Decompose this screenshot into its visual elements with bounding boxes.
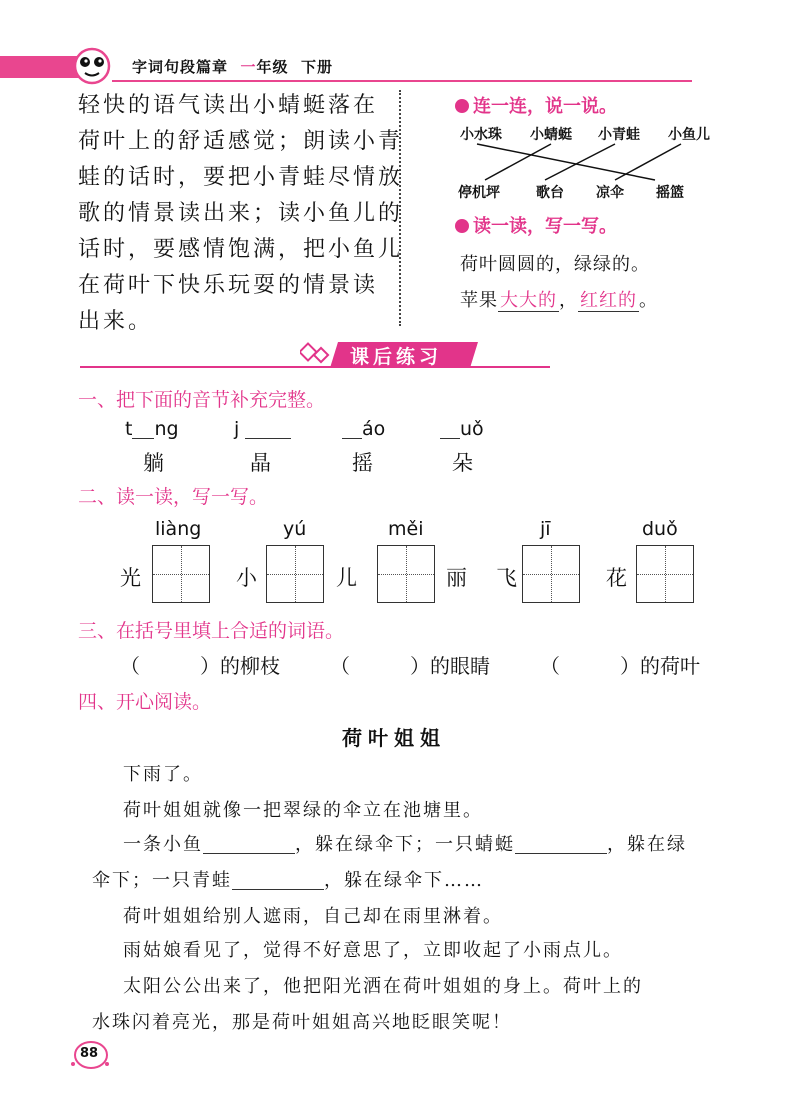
- story-paragraph: 雨姑娘看见了，觉得不好意思了，立即收起了小雨点儿。: [123, 940, 623, 961]
- writing-box[interactable]: [522, 545, 580, 603]
- story-paragraph: 下雨了。: [123, 764, 203, 785]
- writing-box[interactable]: [377, 545, 435, 603]
- q2-char: 丽: [446, 566, 467, 590]
- fill-blank[interactable]: [440, 438, 460, 439]
- q2-char: 飞: [496, 566, 517, 590]
- match-heading: 连一连，说一说。: [455, 92, 617, 118]
- match-top-word: 小蜻蜓: [530, 127, 572, 143]
- q2-char: 小: [236, 566, 257, 590]
- question-1-title: 一、把下面的音节补充完整。: [78, 389, 326, 411]
- page-number: 88: [80, 1046, 99, 1061]
- question-2-title: 二、读一读，写一写。: [78, 486, 269, 508]
- fill-blank[interactable]: [203, 853, 295, 854]
- writing-box[interactable]: [636, 545, 694, 603]
- story-paragraph: 荷叶姐姐给别人遮雨，自己却在雨里淋着。: [123, 906, 503, 927]
- fill-blank[interactable]: [132, 438, 154, 439]
- q1-hanzi: 晶: [250, 451, 271, 475]
- left-text-line: 在荷叶下快乐玩耍的情景读: [78, 273, 379, 298]
- match-top-word: 小青蛙: [598, 127, 640, 143]
- example-sentence: 荷叶圆圆的，绿绿的。: [460, 254, 650, 275]
- q2-pinyin: yú: [283, 518, 307, 540]
- q2-pinyin: jī: [540, 518, 551, 540]
- fill-blank[interactable]: [342, 438, 362, 439]
- match-bottom-word: 歌台: [536, 185, 564, 201]
- q2-char: 光: [120, 566, 141, 590]
- question-4-title: 四、开心阅读。: [78, 691, 212, 713]
- story-paragraph: 太阳公公出来了，他把阳光洒在荷叶姐姐的身上。荷叶上的: [123, 976, 643, 997]
- q2-char: 花: [606, 566, 627, 590]
- q1-syllable-1: t ng: [125, 418, 179, 440]
- mascot-icon: [70, 46, 114, 86]
- read-write-heading: 读一读，写一写。: [455, 212, 617, 238]
- writing-box[interactable]: [152, 545, 210, 603]
- banner-label: 课后练习: [350, 346, 443, 368]
- q2-pinyin: měi: [388, 518, 424, 540]
- match-top-word: 小水珠: [460, 127, 502, 143]
- question-3-title: 三、在括号里填上合适的词语。: [78, 620, 345, 642]
- match-line: [477, 144, 655, 180]
- left-text-line: 蛙的话时，要把小青蛙尽情放: [78, 165, 404, 190]
- writing-box[interactable]: [266, 545, 324, 603]
- fill-blank[interactable]: [232, 889, 324, 890]
- q2-char: 儿: [336, 566, 357, 590]
- left-text-line: 轻快的语气读出小蜻蜓落在: [78, 93, 379, 118]
- left-text-line: 荷叶上的舒适感觉；朗读小青: [78, 129, 404, 154]
- left-text-line: 歌的情景读出来；读小鱼儿的: [78, 201, 404, 226]
- column-divider: [399, 90, 401, 326]
- q1-syllable-2: j: [234, 418, 291, 440]
- q3-item[interactable]: （ ）的眼睛: [330, 654, 490, 678]
- q3-item[interactable]: （ ）的荷叶: [540, 654, 700, 678]
- q2-pinyin: duǒ: [642, 518, 678, 540]
- left-text-line: 出来。: [78, 309, 154, 334]
- q3-item[interactable]: （ ）的柳枝: [120, 654, 280, 678]
- match-lines: [455, 140, 715, 184]
- q2-pinyin: liàng: [155, 518, 202, 540]
- match-line: [485, 144, 551, 180]
- q1-syllable-4: uǒ: [440, 418, 484, 440]
- story-paragraph: 伞下；一只青蛙 ，躲在绿伞下……: [92, 870, 484, 891]
- match-bottom-word: 摇篮: [656, 185, 684, 201]
- left-text-line: 话时，要感情饱满，把小鱼儿: [78, 237, 404, 262]
- story-paragraph: 水珠闪着亮光，那是荷叶姐姐高兴地眨眼笑呢！: [92, 1012, 512, 1033]
- bullet-icon: [455, 99, 469, 113]
- match-line: [545, 144, 615, 180]
- story-title: 荷叶姐姐: [342, 726, 446, 750]
- header-rule: [112, 80, 692, 82]
- header-title: 字词句段篇章 一年级 下册: [132, 58, 333, 76]
- bullet-icon: [455, 219, 469, 233]
- match-bottom-word: 停机坪: [458, 185, 500, 201]
- story-paragraph: 一条小鱼 ，躲在绿伞下；一只蜻蜓 ，躲在绿: [123, 834, 687, 855]
- answer-sentence: 苹果 大大的 ， 红红的 。: [460, 290, 658, 311]
- q1-hanzi: 朵: [452, 451, 473, 475]
- fill-blank[interactable]: [515, 853, 607, 854]
- match-top-word: 小鱼儿: [668, 127, 710, 143]
- story-paragraph: 荷叶姐姐就像一把翠绿的伞立在池塘里。: [123, 800, 483, 821]
- fill-blank[interactable]: [245, 438, 291, 439]
- match-line: [615, 144, 681, 180]
- match-bottom-word: 凉伞: [596, 185, 624, 201]
- q1-hanzi: 躺: [143, 451, 164, 475]
- q1-syllable-3: áo: [342, 418, 385, 440]
- q1-hanzi: 摇: [352, 451, 373, 475]
